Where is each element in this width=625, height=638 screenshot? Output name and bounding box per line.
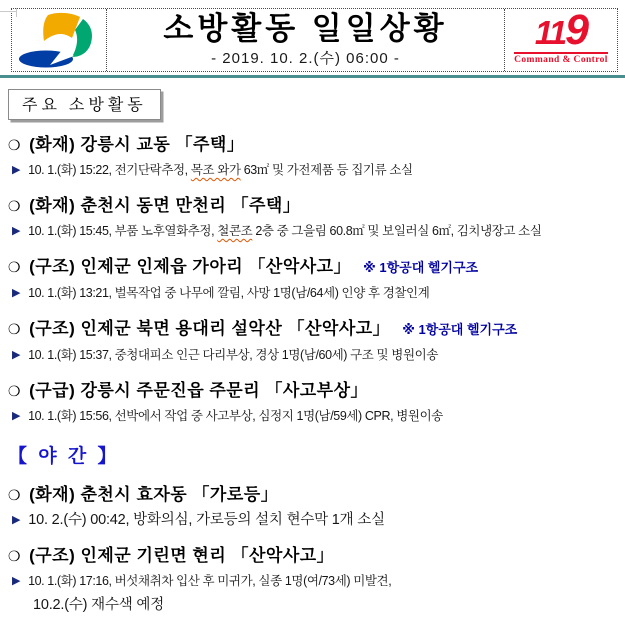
incident-bullet-icon: ❍: [8, 487, 22, 503]
incident-detail-line: [8, 160, 621, 181]
incident-sections: [8, 133, 621, 616]
incident-detail-line: [8, 510, 621, 531]
detail-arrow-icon: ▶: [12, 225, 21, 237]
spellcheck-underlined-text: 철콘조: [217, 224, 253, 238]
incident-item: [8, 544, 621, 616]
helicopter-rescue-note: ※ 1항공대 헬기구조: [402, 322, 518, 337]
incident-detail-line: [8, 283, 621, 304]
spellcheck-underlined-text: 목조 와가: [190, 163, 241, 177]
incident-title-text: (화재) 강릉시 교동 「주택」: [29, 135, 245, 154]
detail-text: 10. 1.(화) 15:45, 부품 노후열화추정,: [28, 224, 218, 238]
detail-text: 63㎡ 및 가전제품 등 집기류 소실: [240, 163, 413, 177]
incident-item: [8, 379, 621, 427]
incident-title-line: [8, 133, 621, 157]
gangwon-province-logo-icon: [17, 12, 101, 68]
page-corner-mark-horizontal: [0, 11, 16, 12]
incident-title-line: [8, 194, 621, 218]
detail-arrow-icon: ▶: [12, 164, 21, 176]
detail-text: 10. 1.(화) 15:56, 선박에서 작업 중 사고부상, 심정지 1명(남/59세) CPR, 병원이송: [28, 409, 443, 423]
119-logo-digit-nine: 9: [565, 6, 588, 54]
incident-title-text: (화재) 춘천시 동면 만천리 「주택」: [29, 196, 301, 215]
incident-detail-line: [8, 571, 621, 592]
incident-detail-line: [8, 221, 621, 242]
incident-title-text: (구조) 인제군 북면 용대리 설악산 「산악사고」: [29, 319, 391, 338]
detail-arrow-icon: ▶: [12, 287, 21, 299]
helicopter-rescue-note: ※ 1항공대 헬기구조: [363, 260, 479, 275]
incident-title-line: [8, 317, 621, 342]
detail-text: 2층 중 그을림 60.8㎡ 및 보일러실 6㎡, 김치냉장고 소실: [252, 224, 542, 238]
incident-title-line: [8, 483, 621, 507]
incident-item: [8, 133, 621, 181]
incident-bullet-icon: ❍: [8, 383, 22, 399]
incident-title-text: (구급) 강릉시 주문진읍 주문리 「사고부상」: [29, 381, 369, 400]
report-datetime: - 2019. 10. 2.(수) 06:00 -: [211, 50, 400, 67]
fire-activity-daily-report-page: [0, 8, 625, 638]
header-logo-cell: [12, 9, 107, 71]
incident-item: [8, 194, 621, 242]
incident-title-line: [8, 544, 621, 568]
incident-title-text: (화재) 춘천시 효자동 「가로등」: [29, 485, 279, 504]
detail-text: 10. 1.(화) 17:16, 버섯채취차 입산 후 미귀가, 실종 1명(여/73세) 미발견,: [28, 574, 392, 588]
detail-arrow-icon: ▶: [12, 514, 21, 526]
119-logo: [534, 6, 588, 55]
header-brand-cell: [505, 6, 617, 71]
detail-text: 10. 1.(화) 15:37, 중청대피소 인근 다리부상, 경상 1명(남/60세) 구조 및 병원이송: [28, 348, 438, 362]
incident-bullet-icon: ❍: [8, 321, 22, 337]
119-logo-digits: 11: [534, 14, 566, 51]
detail-arrow-icon: ▶: [12, 575, 21, 587]
incident-detail-line: [8, 406, 621, 427]
incident-title-text: (구조) 인제군 인제읍 가아리 「산악사고」: [29, 257, 352, 276]
section-badge-main-activities: 주요 소방활동: [8, 89, 161, 120]
night-section-heading: 【 야 간 】: [8, 446, 120, 467]
incident-item: [8, 483, 621, 531]
119-logo-caption: Command & Control: [514, 52, 608, 65]
report-header: [11, 8, 618, 72]
header-divider-rule: [0, 75, 625, 78]
detail-arrow-icon: ▶: [12, 349, 21, 361]
incident-item: [8, 317, 621, 366]
detail-text: 10.2.(수) 재수색 예정: [33, 597, 165, 613]
incident-detail-line: [8, 345, 621, 366]
detail-text: 10. 1.(화) 13:21, 벌목작업 중 나무에 깔림, 사망 1명(남/64세) 인양 후 경찰인계: [28, 286, 430, 300]
incident-bullet-icon: ❍: [8, 259, 22, 275]
incident-title-line: [8, 379, 621, 403]
incident-bullet-icon: ❍: [8, 548, 22, 564]
detail-text: 10. 2.(수) 00:42, 방화의심, 가로등의 설치 현수막 1개 소실: [28, 512, 385, 528]
incident-title-text: (구조) 인제군 기린면 현리 「산악사고」: [29, 546, 335, 565]
header-title-cell: [107, 9, 505, 71]
incident-bullet-icon: ❍: [8, 137, 22, 153]
page-corner-mark-vertical: [16, 8, 17, 17]
detail-arrow-icon: ▶: [12, 410, 21, 422]
incident-title-line: [8, 255, 621, 280]
page-title: 소방활동 일일상황: [163, 11, 448, 46]
incident-detail-line: [8, 595, 621, 616]
detail-text: 10. 1.(화) 15:22, 전기단락추정,: [28, 163, 191, 177]
incident-item: [8, 255, 621, 304]
incident-bullet-icon: ❍: [8, 198, 22, 214]
